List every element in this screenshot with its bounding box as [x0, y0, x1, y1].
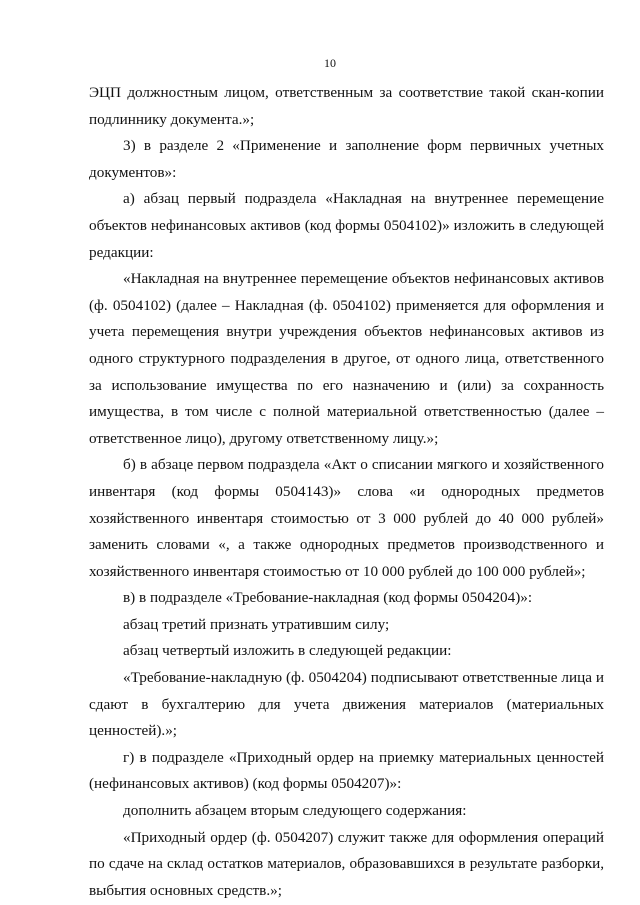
paragraph-quote-requisition: «Требование-накладную (ф. 0504204) подписывают ответственные лица и сдают в бухгалтерию для учета движения материалов (материальных ценностей).»; [89, 669, 604, 740]
paragraph-item-a: а) абзац первый подраздела «Накладная на внутреннее перемещение объектов нефинансовых активов (код формы 0504102)» изложить в следующей редакции: [89, 190, 604, 261]
paragraph-quote-waybill: «Накладная на внутреннее перемещение объектов нефинансовых активов (ф. 0504102) (далее – Накладная (ф. 0504102) применяется для оформления и учета перемещения внутри учреждения объектов нефинансовых активов из одного структурного подразделения в другое, от одного лица, ответственного за использование имущества по его назначению и (или) за сохранность имущества, в том числе с полной материальной ответственностью (далее – ответственное лицо), другому ответственному лицу.»; [89, 270, 604, 447]
paragraph-fourth-restated: абзац четвертый изложить в следующей редакции: [123, 642, 452, 660]
document-body [89, 80, 604, 904]
paragraph-item-3: 3) в разделе 2 «Применение и заполнение форм первичных учетных документов»: [89, 137, 604, 181]
page-number: 10 [324, 56, 336, 70]
paragraph-supplement: дополнить абзацем вторым следующего содержания: [123, 802, 467, 820]
paragraph-third-repealed: абзац третий признать утратившим силу; [123, 615, 390, 633]
paragraph-quote-receipt-order: «Приходный ордер (ф. 0504207) служит также для оформления операций по сдаче на склад остатков материалов, образовавшихся в результате разборки, выбытия основных средств.»; [89, 828, 604, 899]
paragraph-item-v: в) в подразделе «Требование-накладная (код формы 0504204)»: [123, 589, 533, 607]
paragraph-continuation: ЭЦП должностным лицом, ответственным за соответствие такой скан-копии подлиннику документа.»; [89, 84, 604, 128]
paragraph-item-b: б) в абзаце первом подраздела «Акт о списании мягкого и хозяйственного инвентаря (код формы 0504143)» слова «и однородных предметов хозяйственного инвентаря стоимостью от 3 000 рублей до 40 000 рублей» заменить словами «, а также однородных предметов производственного и хозяйственного инвентаря стоимостью от 10 000 рублей до 100 000 рублей»; [89, 456, 604, 580]
paragraph-item-g: г) в подразделе «Приходный ордер на приемку материальных ценностей (нефинансовых активов) (код формы 0504207)»: [89, 748, 604, 793]
